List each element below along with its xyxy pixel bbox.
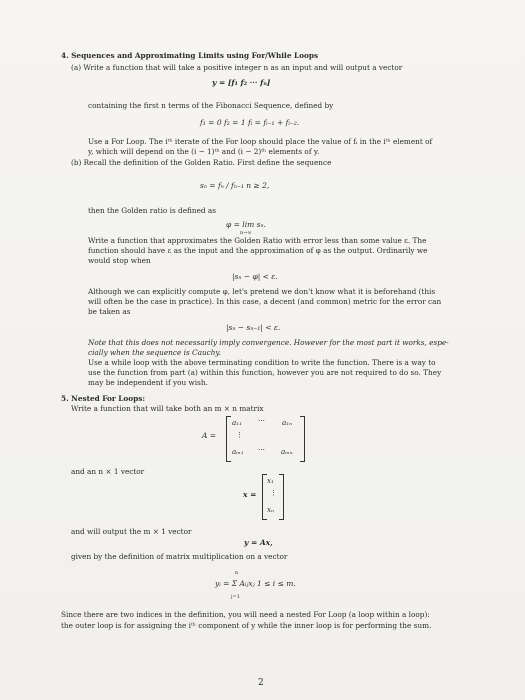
vector-x-label: x =	[243, 490, 257, 499]
for-loop-line-1: Use a For Loop. The iᵗʰ iterate of the For loop should place the value of fᵢ in the iᵗʰ element of	[88, 137, 433, 146]
for-loop-line-2: y, which will depend on the (i − 1)ᵗʰ and (i − 2)ᵗʰ elements of y.	[88, 147, 320, 156]
vector-equation: y = [f₁ f₂ ··· fₙ]	[212, 78, 271, 87]
matrix-a11: a₁₁	[232, 418, 243, 427]
vector-vdots: ⋮	[270, 488, 278, 497]
vector-right-bracket	[279, 474, 284, 520]
note-line-1: Note that this does not necessarily imply convergence. However for the most part it works, espe-	[88, 338, 449, 347]
while-line-2: use the function from part (a) within this function, however you are not required to do so. They	[88, 368, 442, 377]
and-vector-text: and an n × 1 vector	[71, 467, 145, 476]
matrix-left-bracket	[226, 416, 231, 462]
while-line-1: Use a while loop with the above terminating condition to write the function. There is a way to	[88, 358, 436, 367]
vector-xn: xₙ	[267, 505, 274, 514]
stop-condition-2: |sₙ − sₙ₋₁| < ε.	[226, 323, 281, 332]
stop-condition-1: |sₙ − φ| < ε.	[232, 272, 278, 281]
section-5-intro: Write a function that will take both an m × n matrix	[71, 404, 264, 413]
matrix-dots-top: ···	[258, 416, 265, 425]
matrix-right-bracket	[300, 416, 305, 462]
write-line-2: function should have ε as the input and the approximation of φ as the output. Ordinarily we	[88, 246, 428, 255]
while-line-3: may be independent if you wish.	[88, 378, 208, 387]
matrix-a1n: a₁ₙ	[282, 418, 293, 427]
sum-upper-limit: n	[235, 570, 239, 576]
although-line-2: will often be the case in practice). In this case, a decent (and common) metric for the error can	[88, 297, 442, 306]
matrix-dots-bottom: ···	[258, 445, 265, 454]
matrix-amn: aₘₙ	[281, 447, 293, 456]
fibonacci-definition: f₁ = 0 f₂ = 1 fᵢ = fᵢ₋₁ + fᵢ₋₂.	[200, 118, 300, 127]
sequence-definition: sₙ = fₙ / fₙ₋₁ n ≥ 2,	[200, 181, 270, 190]
note-line-2: cially when the sequence is Cauchy.	[88, 348, 221, 357]
since-line-1: Since there are two indices in the definition, you will need a nested For Loop (a loop within a loop):	[61, 610, 430, 619]
phi-definition: φ = lim sₙ.	[226, 220, 266, 229]
matrix-vdots: ⋮	[236, 430, 244, 439]
vector-x1: x₁	[267, 476, 274, 485]
part-a-prompt: (a) Write a function that will take a positive integer n as an input and will output a vector	[71, 63, 403, 72]
although-line-3: be taken as	[88, 307, 131, 316]
output-text: and will output the m × 1 vector	[71, 527, 192, 536]
section-4-heading: 4. Sequences and Approximating Limits using For/While Loops	[61, 51, 319, 60]
matrix-a-label: A =	[202, 431, 217, 440]
matrix-am1: aₘ₁	[232, 447, 244, 456]
although-line-1: Although we can explicitly compute φ, let's pretend we don't know what it is beforehand (this	[88, 287, 436, 296]
summation-equation: yᵢ = Σ Aᵢⱼxⱼ 1 ≤ i ≤ m.	[215, 579, 296, 588]
given-text: given by the definition of matrix multiplication on a vector	[71, 552, 288, 561]
limit-subscript: n→∞	[240, 230, 252, 236]
write-line-3: would stop when	[88, 256, 151, 265]
write-line-1: Write a function that approximates the Golden Ratio with error less than some value ε. The	[88, 236, 427, 245]
containing-text: containing the first n terms of the Fibonacci Sequence, defined by	[88, 101, 334, 110]
page-number: 2	[258, 678, 264, 688]
sum-lower-limit: j=1	[231, 594, 240, 600]
since-line-2: the outer loop is for assigning the iᵗʰ component of y while the inner loop is for performing the sum.	[61, 621, 432, 630]
y-equals-ax: y = Ax,	[244, 538, 273, 547]
part-b-prompt: (b) Recall the definition of the Golden Ratio. First define the sequence	[71, 158, 332, 167]
golden-ratio-intro: then the Golden ratio is defined as	[88, 206, 216, 215]
section-5-heading: 5. Nested For Loops:	[61, 394, 146, 403]
